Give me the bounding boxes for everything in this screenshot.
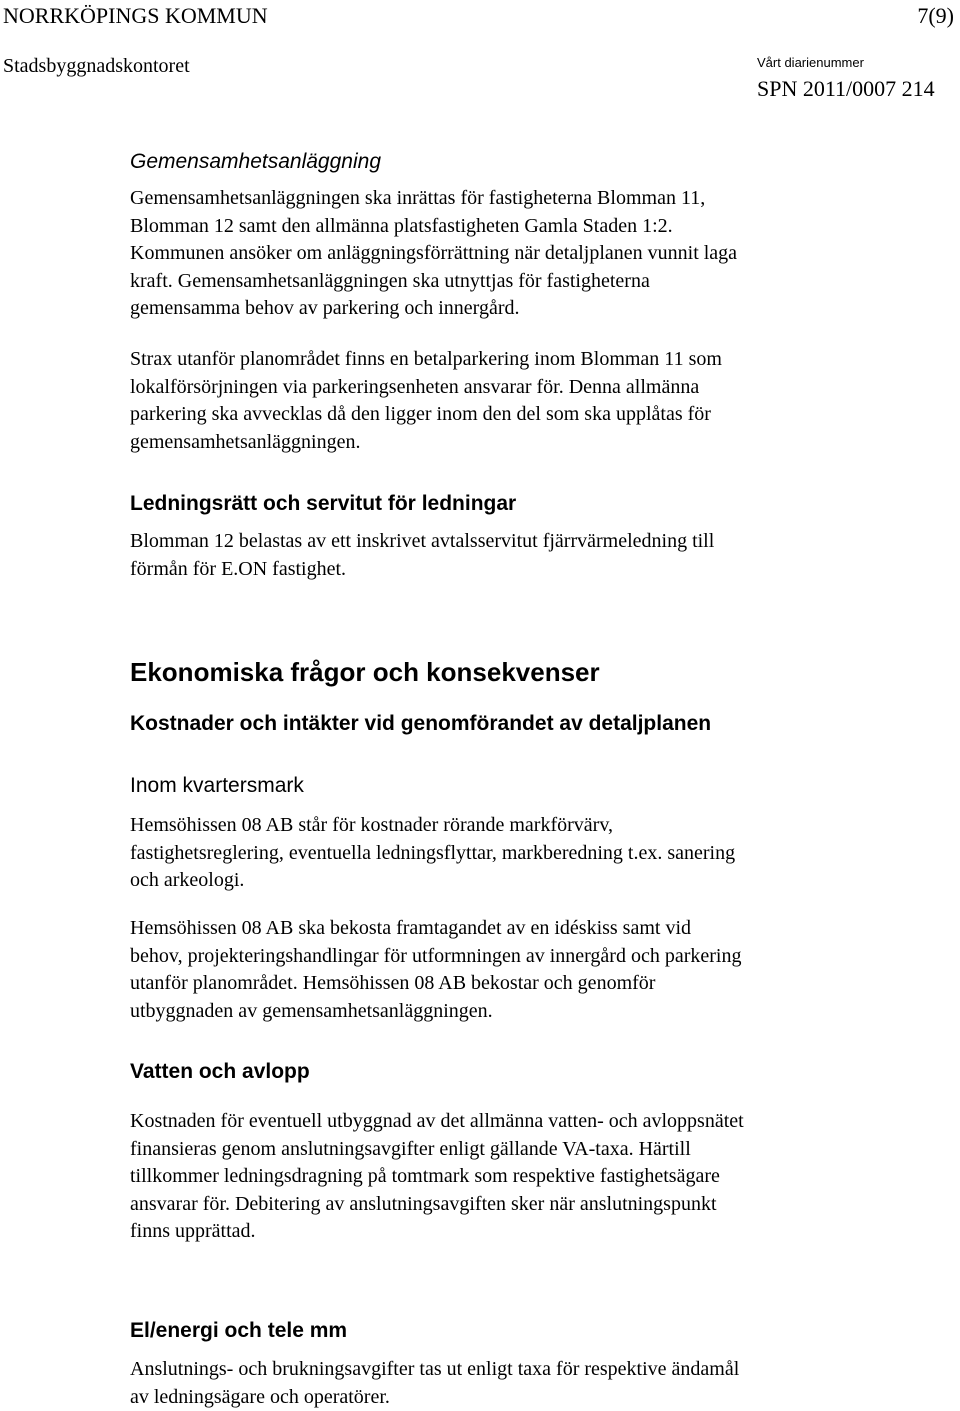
text-line: förmån för E.ON fastighet. <box>130 556 714 584</box>
text-line: finns upprättad. <box>130 1218 744 1246</box>
paragraph-el-energi <box>130 1356 739 1411</box>
text-line: parkering ska avvecklas då den ligger inom den del som ska upplåtas för <box>130 401 722 429</box>
heading-ekonomiska-fragor: Ekonomiska frågor och konsekvenser <box>130 656 600 688</box>
text-line: kraft. Gemensamhetsanläggningen ska utnyttjas för fastigheterna <box>130 268 737 296</box>
reference-label: Vårt diarienummer <box>757 55 864 71</box>
text-line: och arkeologi. <box>130 867 735 895</box>
text-line: Hemsöhissen 08 AB ska bekosta framtagandet av en idéskiss samt vid <box>130 915 741 943</box>
heading-gemensamhetsanlaggning: Gemensamhetsanläggning <box>130 149 381 175</box>
text-line: av ledningsägare och operatörer. <box>130 1384 739 1411</box>
reference-number: SPN 2011/0007 214 <box>757 76 935 102</box>
text-line: lokalförsörjningen via parkeringsenheten ansvarar för. Denna allmänna <box>130 374 722 402</box>
text-line: utanför planområdet. Hemsöhissen 08 AB bekostar och genomför <box>130 970 741 998</box>
heading-el-energi: El/energi och tele mm <box>130 1318 347 1344</box>
text-line: utbyggnaden av gemensamhetsanläggningen. <box>130 998 741 1026</box>
page-number: 7(9) <box>917 3 954 29</box>
heading-ledningsratt: Ledningsrätt och servitut för ledningar <box>130 491 516 517</box>
paragraph-ekonomi-2 <box>130 915 741 1025</box>
text-line: Strax utanför planområdet finns en betalparkering inom Blomman 11 som <box>130 346 722 374</box>
text-line: fastighetsreglering, eventuella ledningsflyttar, markberedning t.ex. sanering <box>130 840 735 868</box>
text-line: Kommunen ansöker om anläggningsförrättning när detaljplanen vunnit laga <box>130 240 737 268</box>
heading-vatten-och-avlopp: Vatten och avlopp <box>130 1059 310 1085</box>
text-line: Blomman 12 samt den allmänna platsfastigheten Gamla Staden 1:2. <box>130 213 737 241</box>
text-line: Kostnaden för eventuell utbyggnad av det allmänna vatten- och avloppsnätet <box>130 1108 744 1136</box>
text-line: Blomman 12 belastas av ett inskrivet avtalsservitut fjärrvärmeledning till <box>130 528 714 556</box>
heading-inom-kvartersmark: Inom kvartersmark <box>130 773 304 799</box>
text-line: behov, projekteringshandlingar för utformningen av innergård och parkering <box>130 943 741 971</box>
paragraph-gemensamhet-1 <box>130 185 737 323</box>
text-line: gemensamma behov av parkering och innergård. <box>130 295 737 323</box>
text-line: Gemensamhetsanläggningen ska inrättas för fastigheterna Blomman 11, <box>130 185 737 213</box>
organization-name: NORRKÖPINGS KOMMUN <box>3 3 268 29</box>
office-name: Stadsbyggnadskontoret <box>3 54 190 78</box>
text-line: ansvarar för. Debitering av anslutningsavgiften sker när anslutningspunkt <box>130 1191 744 1219</box>
paragraph-ekonomi-1 <box>130 812 735 895</box>
text-line: gemensamhetsanläggningen. <box>130 429 722 457</box>
paragraph-vatten <box>130 1108 744 1246</box>
subheading-kostnader: Kostnader och intäkter vid genomförandet av detaljplanen <box>130 711 711 737</box>
paragraph-ledningsratt <box>130 528 714 583</box>
paragraph-gemensamhet-2 <box>130 346 722 456</box>
text-line: Hemsöhissen 08 AB står för kostnader rörande markförvärv, <box>130 812 735 840</box>
text-line: Anslutnings- och brukningsavgifter tas ut enligt taxa för respektive ändamål <box>130 1356 739 1384</box>
text-line: finansieras genom anslutningsavgifter enligt gällande VA-taxa. Härtill <box>130 1136 744 1164</box>
text-line: tillkommer ledningsdragning på tomtmark som respektive fastighetsägare <box>130 1163 744 1191</box>
